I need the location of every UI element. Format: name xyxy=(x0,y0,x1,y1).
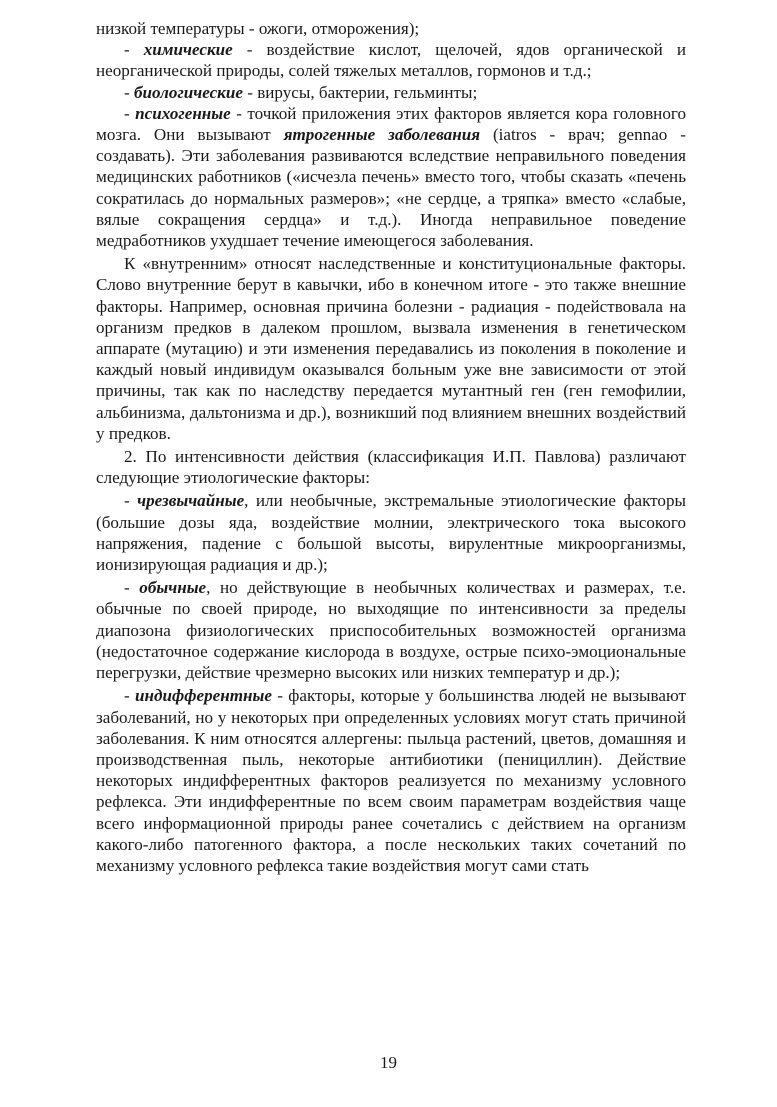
text-run: - xyxy=(124,686,136,706)
text-run: - xyxy=(124,40,144,60)
paragraph-ordinary-factors xyxy=(96,577,686,683)
paragraph-intensity-classification xyxy=(96,446,686,488)
paragraph-cold-injury xyxy=(96,18,686,39)
text-run: 2. По интенсивности действия (классификация И.П. Павлова) различают следующие этиологические факторы: xyxy=(96,447,686,488)
paragraph-extraordinary-factors xyxy=(96,490,686,575)
text-run: К «внутренним» относят наследственные и конституциональные факторы. Слово внутренние берут в кавычки, ибо в конечном итоге - это также внешние факторы. Например, основная причина болезни - радиация - подействовала на организм предков в далеком прошлом, вызвала изменения в генетическом аппарате (мутацию) и эти изменения передавались из поколения в поколение и каждый новый индивидум оказывался больным уже вне зависимости от этой причины, так как по наследству передается мутантный ген (ген гемофилии, альбинизма, дальтонизма и др.), возникший под влиянием внешних воздействий у предков. xyxy=(96,254,686,443)
term-ordinary: обычные xyxy=(139,578,207,598)
text-run: - точкой приложения этих факторов является кора головного мозга. Они вызывают xyxy=(96,103,687,145)
paragraph-psychogenic-factors xyxy=(96,103,686,251)
term-psychogenic: психогенные xyxy=(135,103,231,123)
text-run: , или необычные, экстремальные этиологические факторы (большие дозы яда, воздействие молнии, электрического тока высокого напряжения, падение с большой высоты, вирулентные микроорганизмы, ионизирующая радиация и др.); xyxy=(96,491,687,575)
text-run: - факторы, которые у большинства людей не вызывают заболеваний, но у некоторых при определенных условиях могут стать причиной заболевания. К ним относятся аллергены: пыльца растений, цветов, домашняя и производственная пыль, некоторые антибиотики (пенициллин). Действие некоторых индифферентных факторов реализуется по механизму условного рефлекса. Эти индифферентные по всем своим параметрам воздействия чаще всего информационной природы ранее сочетались с действием на организм какого-либо патогенного фактора, а после нескольких таких сочетаний по механизму условного рефлекса такие воздействия могут сами стать xyxy=(96,686,686,875)
term-iatrogenic: ятрогенные заболевания xyxy=(283,125,481,145)
paragraph-biological-factors xyxy=(96,82,686,103)
text-run: - воздействие кислот, щелочей, ядов органической и неорганической природы, солей тяжелых металлов, гормонов и т.д.; xyxy=(96,40,686,81)
text-run: - xyxy=(124,82,134,102)
text-run: , но действующие в необычных количествах и размерах, т.е. обычные по своей природе, но выходящие по интенсивности за пределы диапозона физиологических приспособительных возможностей организма (недостаточное содержание кислорода в воздухе, острые психо-эмоциональные перегрузки, действие чрезмерно высоких или низких температур и др.); xyxy=(96,578,686,683)
text-run: - xyxy=(124,103,136,123)
term-chemical: химические xyxy=(143,40,233,60)
page-text xyxy=(96,18,686,876)
text-run: - xyxy=(124,578,140,598)
paragraph-internal-factors xyxy=(96,253,686,444)
term-extraordinary: чрезвычайные xyxy=(137,491,245,511)
term-biological: биологические xyxy=(133,82,243,102)
page-number: 19 xyxy=(380,1053,397,1072)
term-indifferent: индифферентные xyxy=(135,686,272,706)
paragraph-chemical-factors xyxy=(96,39,686,81)
text-run: (iatros - врач; gennao - создавать). Эти заболевания развиваются вследствие неправильного поведения медицинских работников («исчезла печень» вместо того, чтобы сказать «печень сократилась до нормальных размеров»; «не сердце, а тряпка» вместо «слабые, вялые сокращения сердца» и т.д.). Иногда неправильное поведение медработников ухудшает течение имеющегося заболевания. xyxy=(96,125,686,251)
text-run: низкой температуры - ожоги, отморожения); xyxy=(96,19,420,38)
text-run: - xyxy=(124,491,138,511)
text-run: - вирусы, бактерии, гельминты; xyxy=(242,82,478,102)
paragraph-indifferent-factors xyxy=(96,685,686,876)
